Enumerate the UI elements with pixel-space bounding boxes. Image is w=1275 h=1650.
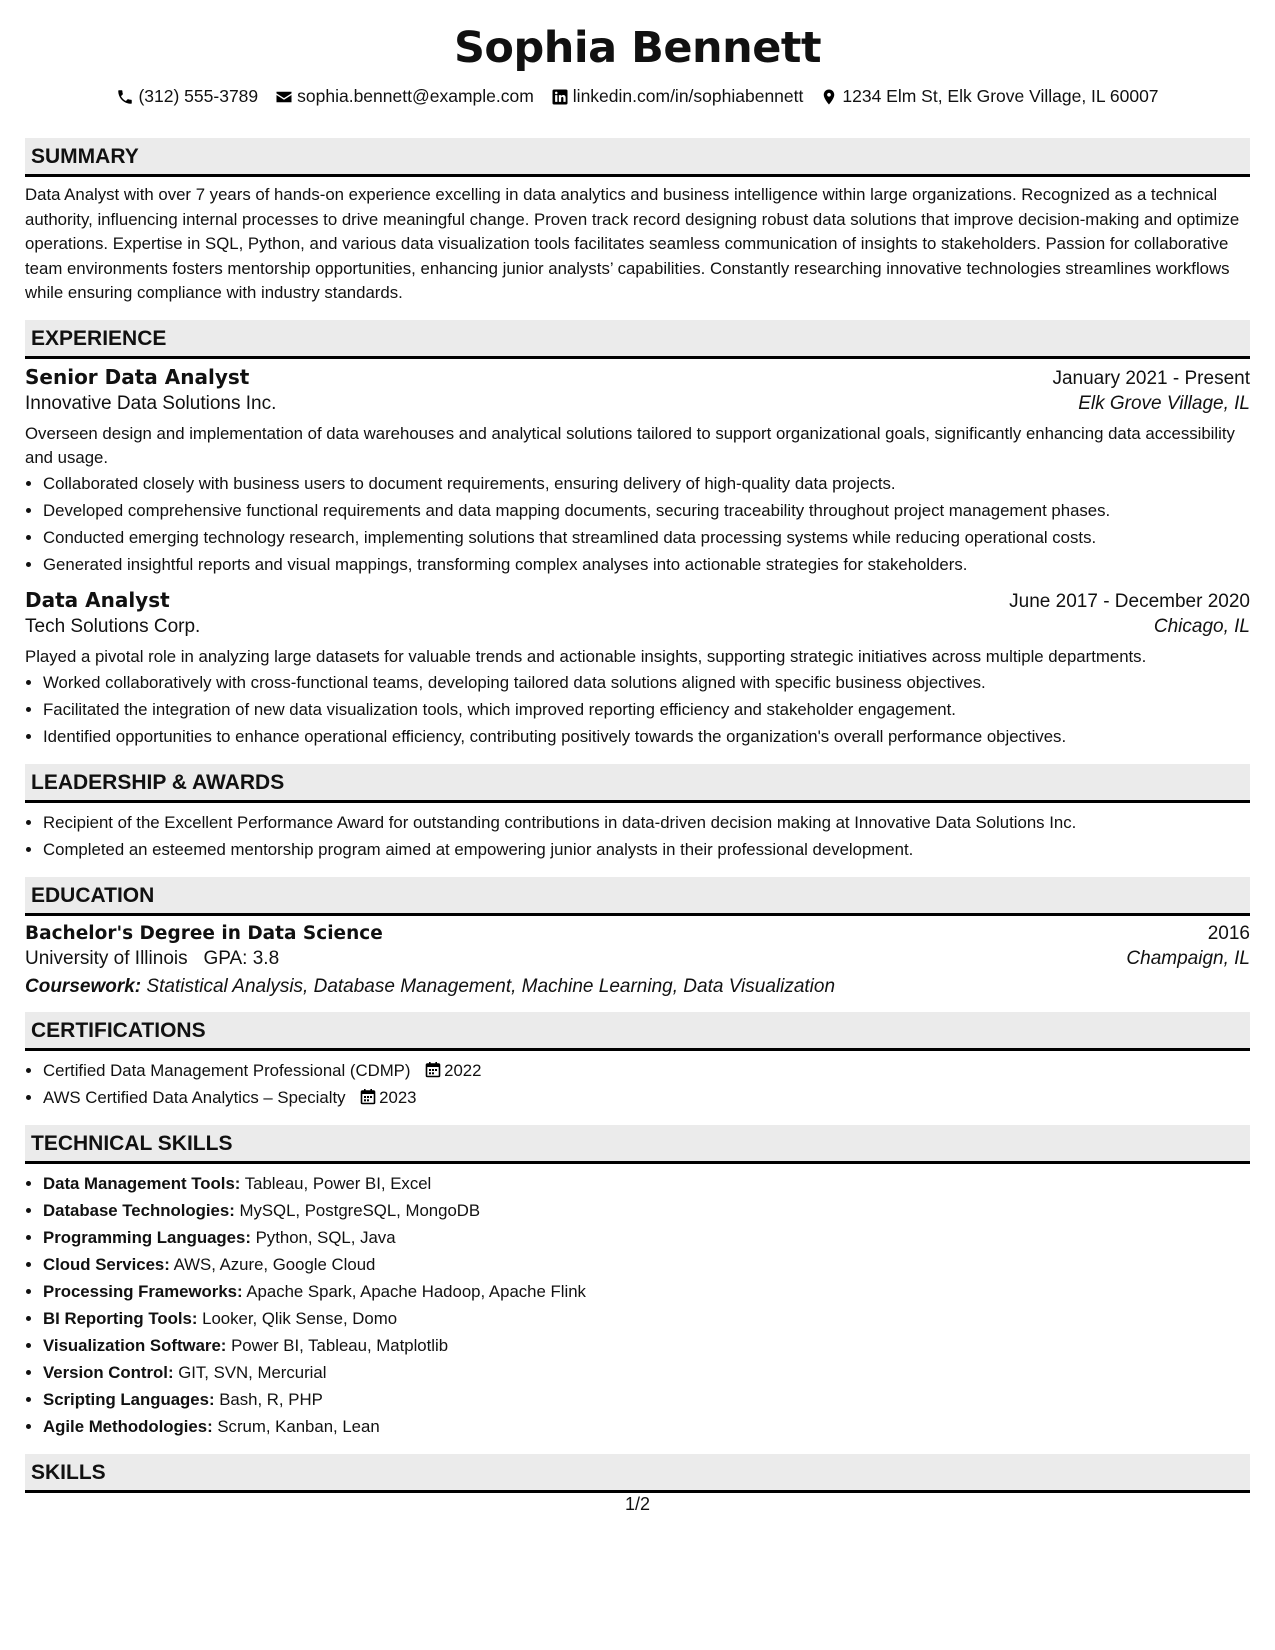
contact-linkedin[interactable] <box>551 86 804 107</box>
school-location: Champaign, IL <box>1126 947 1250 969</box>
skill-values: Bash, R, PHP <box>219 1389 323 1409</box>
list-item: • Generated insightful reports and visual mappings, transforming complex analyses into actionable strategies for stakeholders. <box>43 551 1250 578</box>
skill-values: MySQL, PostgreSQL, MongoDB <box>239 1200 481 1220</box>
list-item <box>43 1057 1250 1084</box>
list-item: • Collaborated closely with business users to document requirements, ensuring delivery of high-quality data projects. <box>43 470 1250 497</box>
skill-category: Data Management Tools: <box>43 1173 241 1193</box>
skill-values: Scrum, Kanban, Lean <box>217 1416 380 1436</box>
degree-title: Bachelor's Degree in Data Science <box>25 922 383 944</box>
list-item <box>43 1359 1250 1386</box>
section-title-skills: SKILLS <box>25 1454 1250 1493</box>
summary-text: Data Analyst with over 7 years of hands-on experience excelling in data analytics and business intelligence within large organizations. Recognized as a technical authority, influencing internal processes to drive meaningful change. Proven track record designing robust data solutions that improve decision-making and optimize operations. Expertise in SQL, Python, and various data visualization tools facilitates seamless communication of insights to stakeholders. Passion for collaborative team environments fosters mentorship opportunities, enhancing junior analysts’ capabilities. Constantly researching innovative technologies streamlines workflows while ensuring compliance with industry standards. <box>25 185 1240 303</box>
candidate-name: Sophia Bennett <box>453 23 822 73</box>
job-location: Elk Grove Village, IL <box>1078 392 1250 414</box>
list-item: • Identified opportunities to enhance operational efficiency, contributing positively towards the organization's overall performance objectives. <box>43 723 1250 750</box>
cert-year: 2023 <box>379 1087 417 1107</box>
job-title: Data Analyst <box>25 587 170 612</box>
skill-category: Agile Methodologies: <box>43 1416 213 1436</box>
linkedin-text: linkedin.com/in/sophiabennett <box>572 86 804 106</box>
skill-values: AWS, Azure, Google Cloud <box>173 1254 376 1274</box>
job-location: Chicago, IL <box>1153 615 1250 637</box>
list-item: • Completed an esteemed mentorship program aimed at empowering junior analysts in their professional development. <box>43 836 1250 863</box>
skill-values: Looker, Qlik Sense, Domo <box>202 1308 398 1328</box>
resume-page <box>25 0 1250 1493</box>
job-description: Overseen design and implementation of data warehouses and analytical solutions tailored to support organizational goals, significantly enhancing data accessibility and usage. <box>25 423 1235 467</box>
certifications-list <box>25 1057 1250 1111</box>
section-title-experience: EXPERIENCE <box>25 320 1250 359</box>
coursework-list: Statistical Analysis, Database Management, Machine Learning, Data Visualization <box>146 975 836 997</box>
list-item: • Conducted emerging technology research, implementing solutions that streamlined data processing systems while reducing operational costs. <box>43 524 1250 551</box>
list-item <box>43 1251 1250 1278</box>
job-title: Senior Data Analyst <box>25 364 250 389</box>
list-item <box>43 1413 1250 1440</box>
email-text: sophia.bennett@example.com <box>297 86 534 106</box>
job-company: Tech Solutions Corp. <box>25 615 201 637</box>
skill-category: Database Technologies: <box>43 1200 235 1220</box>
contact-email[interactable] <box>275 86 534 107</box>
section-title-technical-skills: TECHNICAL SKILLS <box>25 1125 1250 1164</box>
gpa: GPA: 3.8 <box>203 947 280 969</box>
list-item <box>43 1305 1250 1332</box>
job-bullets <box>25 669 1250 750</box>
job-dates: June 2017 - December 2020 <box>1009 590 1250 612</box>
calendar-icon <box>360 1088 376 1105</box>
cert-year: 2022 <box>444 1060 482 1080</box>
envelope-icon <box>275 88 293 106</box>
skill-category: Visualization Software: <box>43 1335 227 1355</box>
list-item <box>43 1224 1250 1251</box>
skill-values: Python, SQL, Java <box>255 1227 396 1247</box>
leadership-list <box>25 809 1250 863</box>
job-dates: January 2021 - Present <box>1052 367 1250 389</box>
linkedin-icon <box>551 88 569 106</box>
school-line <box>25 948 279 970</box>
cert-name: Certified Data Management Professional (CDMP) <box>43 1060 411 1080</box>
section-title-leadership: LEADERSHIP & AWARDS <box>25 764 1250 803</box>
list-item: • Facilitated the integration of new data visualization tools, which improved reporting efficiency and stakeholder engagement. <box>43 696 1250 723</box>
graduation-year: 2016 <box>1207 922 1250 944</box>
skill-category: Programming Languages: <box>43 1227 251 1247</box>
page-number: 1/2 <box>624 1494 651 1514</box>
list-item: • Recipient of the Excellent Performance Award for outstanding contributions in data-driven decision making at Innovative Data Solutions Inc. <box>43 809 1250 836</box>
technical-skills-list <box>25 1170 1250 1440</box>
job-description: Played a pivotal role in analyzing large datasets for valuable trends and actionable insights, supporting strategic initiatives across multiple departments. <box>25 646 1147 666</box>
contact-phone[interactable] <box>116 86 258 107</box>
map-pin-icon <box>820 88 838 106</box>
calendar-icon <box>425 1061 441 1078</box>
list-item <box>43 1332 1250 1359</box>
address-text: 1234 Elm St, Elk Grove Village, IL 60007 <box>842 86 1159 106</box>
skill-category: Version Control: <box>43 1362 174 1382</box>
list-item <box>43 1386 1250 1413</box>
job-company: Innovative Data Solutions Inc. <box>25 392 277 414</box>
education-entry <box>25 923 1250 998</box>
job-entry <box>25 588 1250 750</box>
list-item <box>43 1197 1250 1224</box>
section-title-certifications: CERTIFICATIONS <box>25 1012 1250 1051</box>
skill-category: Processing Frameworks: <box>43 1281 243 1301</box>
skill-values: Apache Spark, Apache Hadoop, Apache Flink <box>246 1281 586 1301</box>
contact-address <box>820 86 1158 107</box>
job-bullets <box>25 470 1250 578</box>
list-item <box>43 1278 1250 1305</box>
phone-icon <box>116 88 134 106</box>
list-item <box>43 1170 1250 1197</box>
coursework-label: Coursework: <box>25 975 142 997</box>
list-item: • Developed comprehensive functional requirements and data mapping documents, securing traceability throughout project management phases. <box>43 497 1250 524</box>
skill-values: Power BI, Tableau, Matplotlib <box>231 1335 449 1355</box>
contact-bar <box>25 86 1250 107</box>
skill-category: Cloud Services: <box>43 1254 170 1274</box>
school-name: University of Illinois <box>25 947 188 969</box>
skill-category: Scripting Languages: <box>43 1389 215 1409</box>
phone-text: (312) 555-3789 <box>138 86 259 106</box>
skill-values: GIT, SVN, Mercurial <box>178 1362 327 1382</box>
coursework <box>25 976 1250 998</box>
list-item <box>43 1084 1250 1111</box>
skill-category: BI Reporting Tools: <box>43 1308 198 1328</box>
section-title-education: EDUCATION <box>25 877 1250 916</box>
cert-name: AWS Certified Data Analytics – Specialty <box>43 1087 346 1107</box>
section-title-summary: SUMMARY <box>25 138 1250 177</box>
skill-values: Tableau, Power BI, Excel <box>244 1173 432 1193</box>
list-item: • Worked collaboratively with cross-functional teams, developing tailored data solutions aligned with specific business objectives. <box>43 669 1250 696</box>
job-entry <box>25 365 1250 578</box>
